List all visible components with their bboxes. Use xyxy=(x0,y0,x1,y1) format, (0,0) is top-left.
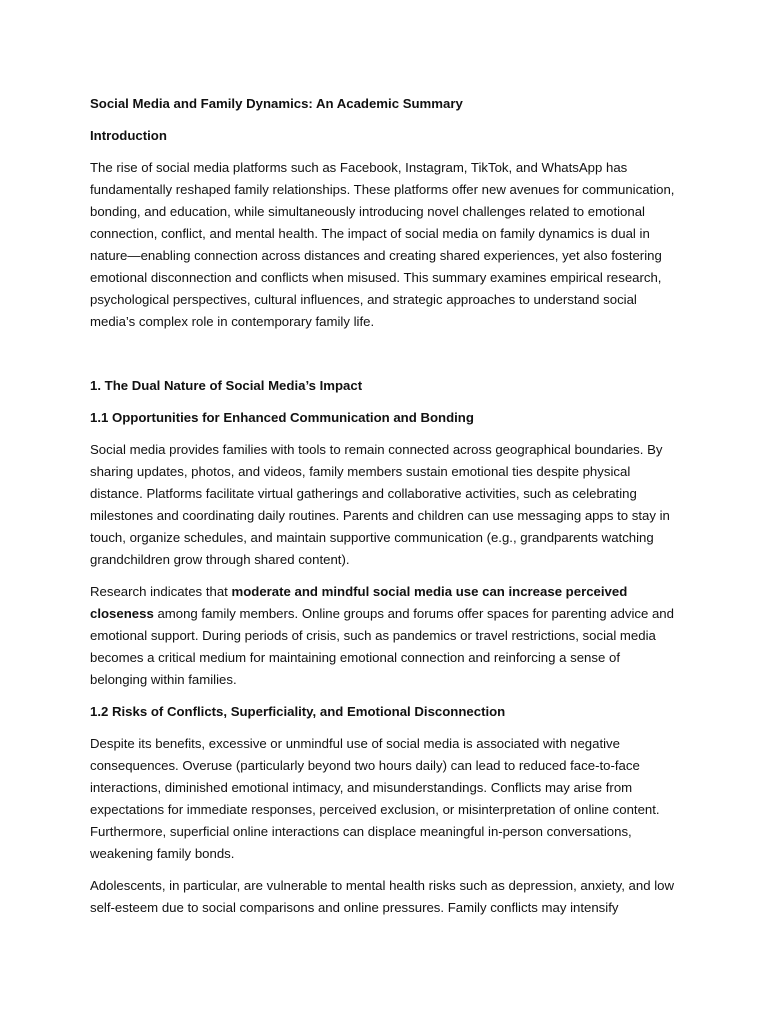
section-1-2-heading: 1.2 Risks of Conflicts, Superficiality, and Emotional Disconnection xyxy=(90,704,506,719)
document-body xyxy=(90,93,680,929)
section-1-2-paragraph-2: Adolescents, in particular, are vulnerable to mental health risks such as depression, anxiety, and low self-esteem due to social comparisons and online pressures. Family conflicts may intensify xyxy=(90,878,674,915)
section-1-1-paragraph-2-emphasis: moderate and mindful social media use can increase perceived closeness xyxy=(90,584,628,621)
section-1-1-paragraph-1: Social media provides families with tools to remain connected across geographical boundaries. By sharing updates, photos, and videos, family members sustain emotional ties despite physical distance. Platforms facilitate virtual gatherings and collaborative activities, such as celebrating milestones and coordinating daily routines. Parents and children can use messaging apps to stay in touch, organize schedules, and maintain supportive communication (e.g., grandparents watching grandchildren grow through shared content). xyxy=(90,442,670,567)
section-1-heading: 1. The Dual Nature of Social Media’s Impact xyxy=(90,378,363,393)
section-1-1-heading: 1.1 Opportunities for Enhanced Communication and Bonding xyxy=(90,410,474,425)
section-1-1-paragraph-2 xyxy=(90,581,680,691)
intro-paragraph: The rise of social media platforms such as Facebook, Instagram, TikTok, and WhatsApp has fundamentally reshaped family relationships. These platforms offer new avenues for communication, bonding, and education, while simultaneously introducing novel challenges related to emotional connection, conflict, and mental health. The impact of social media on family dynamics is dual in nature—enabling connection across distances and creating shared experiences, yet also fostering emotional disconnection and conflicts when misused. This summary examines empirical research, psychological perspectives, cultural influences, and strategic approaches to understand social media’s complex role in contemporary family life. xyxy=(90,160,675,329)
intro-heading: Introduction xyxy=(90,128,167,143)
section-1-1-paragraph-2-suffix: among family members. Online groups and forums offer spaces for parenting advice and emotional support. During periods of crisis, such as pandemics or travel restrictions, social media becomes a critical medium for maintaining emotional connection and reinforcing a sense of belonging within families. xyxy=(90,606,674,687)
section-1-2-paragraph-1: Despite its benefits, excessive or unmindful use of social media is associated with negative consequences. Overuse (particularly beyond two hours daily) can lead to reduced face-to-face interactions, diminished emotional intimacy, and misunderstandings. Conflicts may arise from expectations for immediate responses, perceived exclusion, or misinterpretation of online content. Furthermore, superficial online interactions can displace meaningful in-person conversations, weakening family bonds. xyxy=(90,736,660,861)
section-1-1-paragraph-2-prefix: Research indicates that xyxy=(90,584,232,599)
section-spacer xyxy=(90,343,680,375)
document-title: Social Media and Family Dynamics: An Academic Summary xyxy=(90,96,463,111)
